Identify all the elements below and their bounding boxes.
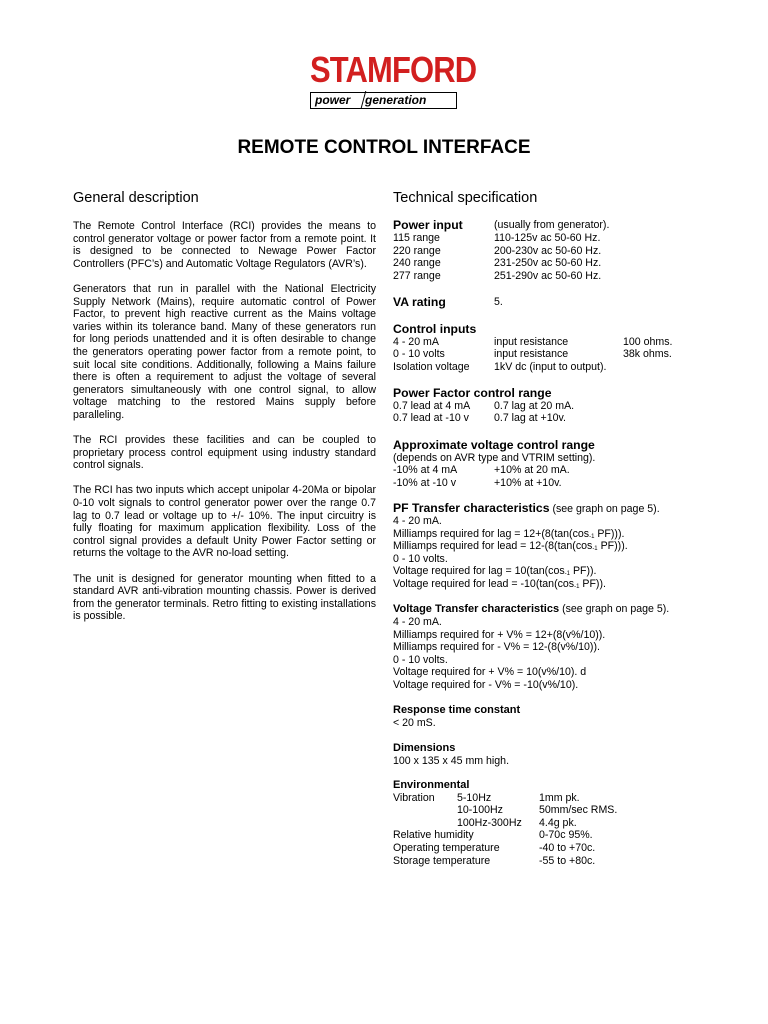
pf-transfer-line (393, 540, 733, 553)
control-input-row (393, 348, 693, 361)
formula-text: PF)). (570, 565, 597, 578)
vibration-row (393, 817, 713, 830)
voltage-range-note: (depends on AVR type and VTRIM setting). (393, 451, 596, 464)
input-value: 38k ohms. (623, 348, 672, 361)
control-inputs-label: Control inputs (393, 322, 477, 336)
response-time-section (393, 704, 693, 729)
environmental-section (393, 779, 713, 867)
logo-tagline (310, 92, 457, 109)
control-inputs-section (393, 322, 693, 373)
environmental-row (393, 829, 713, 842)
vibration-value: 50mm/sec RMS. (539, 804, 618, 817)
environmental-label: Environmental (393, 779, 470, 791)
formula-text: Voltage required for lag = 10(tan(cos (393, 565, 565, 578)
formula-text: Milliamps required for lead = 12-(8(tan(cos (393, 540, 593, 553)
environmental-value: 0-70c 95%. (539, 829, 593, 842)
voltage-transfer-line: Voltage required for - V% = -10(v%/10). (393, 678, 579, 691)
va-rating-section (393, 295, 693, 310)
power-input-label: Power input (393, 218, 463, 232)
pf-transfer-line: 4 - 20 mA. (393, 515, 442, 527)
formula-superscript: -1 (589, 533, 595, 540)
vibration-value: 1mm pk. (539, 791, 580, 804)
voltage-range-row (393, 464, 693, 477)
range-value: 110-125v ac 50-60 Hz. (494, 232, 601, 244)
pf-lag: 0.7 lag at +10v. (494, 412, 566, 425)
vibration-label: Vibration (393, 791, 435, 804)
voltage-transfer-line: 0 - 10 volts. (393, 653, 448, 666)
stamford-logo (310, 49, 477, 110)
general-description-heading: General description (73, 190, 199, 206)
input-type: 4 - 20 mA (393, 335, 439, 348)
voltage-transfer-line: Milliamps required for + V% = 12+(8(v%/10)). (393, 628, 606, 641)
range-label: 220 range (393, 244, 441, 257)
technical-specification-heading: Technical specification (393, 190, 538, 206)
voltage-transfer-line: 4 - 20 mA. (393, 616, 442, 628)
input-parameter: 1kV dc (input to output). (494, 360, 607, 373)
formula-text: PF))). (594, 527, 625, 540)
range-label: 115 range (393, 232, 440, 244)
control-input-row (393, 336, 693, 349)
description-paragraph: The Remote Control Interface (RCI) provides the means to control generator voltage or power factor from a remote point. It is designed to be connected to Newage Power Factor Controllers (PFC’s) and Automatic Voltage Regulators (AVR’s). (73, 220, 376, 270)
logo-tag-power: power (315, 93, 351, 107)
voltage-high: +10% at +10v. (494, 476, 562, 489)
environmental-parameter: Operating temperature (393, 841, 500, 854)
pf-lag: 0.7 lag at 20 mA. (494, 399, 575, 412)
environmental-row (393, 842, 713, 855)
vibration-value: 4.4g pk. (539, 816, 577, 829)
vibration-row (393, 792, 713, 805)
pf-transfer-label: PF Transfer characteristics (393, 501, 550, 515)
formula-superscript: -1 (574, 583, 580, 590)
power-input-section (393, 218, 693, 282)
range-value: 231-250v ac 50-60 Hz. (494, 257, 602, 270)
voltage-range-label: Approximate voltage control range (393, 438, 595, 452)
power-input-note: (usually from generator). (494, 219, 610, 231)
pf-transfer-section (393, 501, 733, 591)
response-time-value: < 20 mS. (393, 716, 436, 729)
pf-range-label: Power Factor control range (393, 386, 552, 400)
power-input-row (393, 245, 693, 258)
logo-tag-generation: generation (365, 93, 427, 107)
voltage-range-row (393, 477, 693, 490)
voltage-transfer-label: Voltage Transfer characteristics (393, 603, 560, 615)
pf-control-range-section (393, 386, 693, 425)
va-rating-label: VA rating (393, 295, 446, 309)
formula-text: PF)). (579, 577, 606, 590)
logo-wordmark: STAMFORD (310, 49, 477, 90)
environmental-parameter: Relative humidity (393, 829, 474, 842)
input-value: 100 ohms. (623, 335, 673, 348)
pf-transfer-note: (see graph on page 5). (552, 503, 660, 515)
input-parameter: input resistance (494, 348, 569, 361)
pf-range-row (393, 412, 693, 425)
environmental-parameter: Storage temperature (393, 854, 491, 867)
vibration-frequency: 10-100Hz (457, 804, 503, 817)
dimensions-section (393, 742, 693, 767)
vibration-frequency: 100Hz-300Hz (457, 816, 522, 829)
pf-transfer-line: 0 - 10 volts. (393, 552, 448, 565)
description-paragraph: The unit is designed for generator mounting when fitted to a standard AVR anti-vibration mounting chassis. Power is derived from the generator terminals. Retro fitting to existing installations is possible. (73, 572, 376, 623)
environmental-row (393, 855, 713, 868)
power-input-row (393, 270, 693, 283)
dimensions-label: Dimensions (393, 742, 456, 754)
voltage-transfer-line: Milliamps required for - V% = 12-(8(v%/10)). (393, 641, 600, 654)
pf-lead: 0.7 lead at -10 v (393, 412, 469, 425)
voltage-low: -10% at -10 v (393, 476, 457, 489)
voltage-control-range-section (393, 438, 693, 489)
range-label: 240 range (393, 257, 441, 270)
range-value: 251-290v ac 50-60 Hz. (494, 269, 602, 282)
description-paragraph: The RCI has two inputs which accept unipolar 4-20Ma or bipolar 0-10 volt signals to control generator power over the range 0.7 lag to 0.7 lead or voltage up to +/- 10%. The input circuitry is fully floating for maximum application flexibility. Loss of the control signal provides a default Unity Power Factor setting or returns the voltage to the AVR no-load setting. (73, 484, 376, 560)
range-value: 200-230v ac 50-60 Hz. (494, 244, 602, 257)
input-type: 0 - 10 volts (393, 348, 445, 361)
formula-text: Voltage required for lead = -10(tan(cos (393, 577, 575, 590)
dimensions-value: 100 x 135 x 45 mm high. (393, 754, 510, 767)
input-type: Isolation voltage (393, 360, 470, 373)
formula-superscript: -1 (564, 571, 571, 578)
vibration-row (393, 804, 713, 817)
va-rating-value: 5. (494, 296, 503, 308)
voltage-transfer-line: Voltage required for + V% = 10(v%/10). d (393, 666, 587, 679)
pf-transfer-line (393, 565, 733, 578)
power-input-row (393, 232, 693, 245)
environmental-value: -55 to +80c. (539, 854, 596, 867)
pf-transfer-line (393, 578, 733, 591)
input-parameter: input resistance (494, 335, 569, 348)
vibration-frequency: 5-10Hz (457, 791, 492, 804)
formula-superscript: -1 (592, 546, 598, 553)
voltage-transfer-note: (see graph on page 5). (562, 603, 670, 615)
voltage-transfer-section (393, 603, 733, 692)
general-description-body (73, 220, 376, 636)
voltage-low: -10% at 4 mA (393, 464, 458, 477)
pf-transfer-line (393, 528, 733, 541)
pf-range-row (393, 400, 693, 413)
response-time-label: Response time constant (393, 704, 521, 716)
formula-text: PF))). (597, 540, 628, 553)
pf-lead: 0.7 lead at 4 mA (393, 399, 471, 412)
formula-text: Milliamps required for lag = 12+(8(tan(cos (393, 527, 590, 540)
page-title: REMOTE CONTROL INTERFACE (237, 137, 531, 158)
description-paragraph: Generators that run in parallel with the National Electricity Supply Network (Mains), require automatic control of Power Factor, to prevent high reactive current as the Mains voltage varies within its tolerance band. Many of these generators run for long periods unattended and it is often desirable to change the generators operating power factor from a remote point, to suit local site conditions. Additionally, following a Mains failure there is often a requirement to adjust the voltage of several generators simultaneously with one control signal, to allow voltage matching to the restored Mains supply before paralleling. (73, 282, 376, 421)
description-paragraph: The RCI provides these facilities and can be coupled to proprietary process control equipment using industry standard control signals. (73, 434, 376, 472)
power-input-row (393, 257, 693, 270)
range-label: 277 range (393, 269, 441, 282)
control-input-row (393, 361, 693, 374)
environmental-value: -40 to +70c. (539, 841, 596, 854)
voltage-high: +10% at 20 mA. (494, 464, 570, 477)
